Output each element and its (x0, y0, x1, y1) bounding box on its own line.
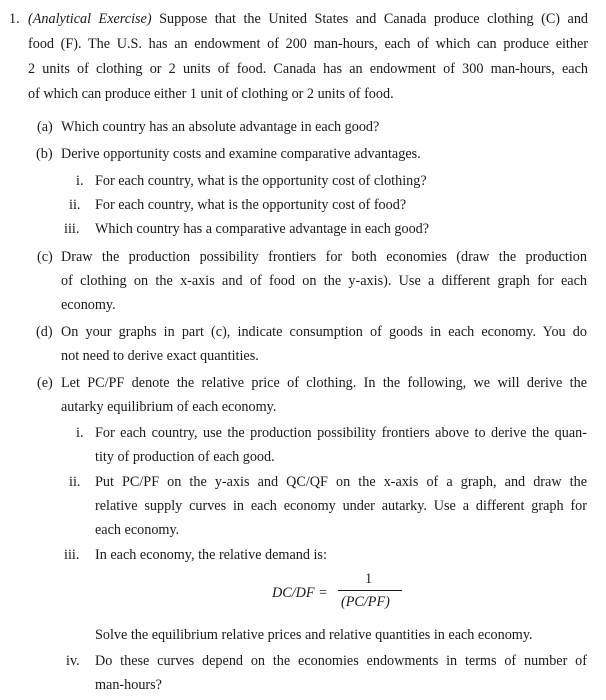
part-e-iv-line-1: Do these curves depend on the economies endowments in terms of number of (95, 653, 587, 669)
part-b-i-label: i. (76, 173, 84, 189)
part-c-line-2: of clothing on the x-axis and of food on the y-axis). Use a different graph for each (61, 273, 587, 289)
part-e-iv-label: iv. (66, 653, 80, 669)
part-c-line-3: economy. (61, 297, 116, 313)
equation-followup: Solve the equilibrium relative prices and relative quantities in each economy. (95, 627, 533, 643)
part-d-line-1: On your graphs in part (c), indicate consumption of goods in each economy. You do (61, 324, 587, 340)
equation-fraction-bar (338, 590, 402, 591)
part-a-text: Which country has an absolute advantage in each good? (61, 119, 380, 135)
part-e-ii-label: ii. (69, 474, 81, 490)
part-b-text: Derive opportunity costs and examine comparative advantages. (61, 146, 421, 162)
part-e-iv-line-2: man-hours? (95, 677, 162, 693)
part-e-iii-label: iii. (64, 547, 80, 563)
part-c-label: (c) (37, 249, 53, 265)
part-e-ii-line-1: Put PC/PF on the y-axis and QC/QF on the x-axis of a graph, and draw the (95, 474, 587, 490)
part-e-line-1: Let PC/PF denote the relative price of clothing. In the following, we will derive the (61, 375, 587, 391)
problem-intro-line-1 (28, 12, 588, 26)
part-c-line-1: Draw the production possibility frontiers for both economies (draw the production (61, 249, 587, 265)
part-b-iii-label: iii. (64, 221, 80, 237)
part-e-i-label: i. (76, 425, 84, 441)
part-e-ii-line-3: each economy. (95, 522, 180, 538)
part-e-i-line-1: For each country, use the production possibility frontiers above to derive the quan- (95, 425, 587, 441)
problem-title: (Analytical Exercise) (28, 11, 152, 27)
part-b-ii-text: For each country, what is the opportunity cost of food? (95, 197, 407, 213)
part-e-iii-text: In each economy, the relative demand is: (95, 547, 327, 563)
problem-number: 1. (9, 11, 20, 27)
part-d-label: (d) (36, 324, 53, 340)
part-e-ii-line-2: relative supply curves in each economy under autarky. Use a different graph for (95, 498, 587, 514)
equation-denominator: (PC/PF) (341, 594, 390, 610)
part-e-i-line-2: tity of production of each good. (95, 449, 275, 465)
part-b-i-text: For each country, what is the opportunity cost of clothing? (95, 173, 427, 189)
part-d-line-2: not need to derive exact quantities. (61, 348, 259, 364)
equation-numerator: 1 (365, 571, 373, 587)
equation-lhs: DC/DF = (272, 585, 328, 601)
problem-intro-line-3: 2 units of clothing or 2 units of food. Canada has an endowment of 300 man-hours, each (28, 61, 588, 77)
part-b-iii-text: Which country has a comparative advantage in each good? (95, 221, 430, 237)
intro-line-1-text: Suppose that the United States and Canada produce clothing (C) and (151, 11, 589, 27)
part-e-label: (e) (37, 375, 53, 391)
part-e-line-2: autarky equilibrium of each economy. (61, 399, 277, 415)
part-a-label: (a) (37, 119, 53, 135)
problem-intro-line-4: of which can produce either 1 unit of clothing or 2 units of food. (28, 86, 394, 102)
problem-intro-line-2: food (F). The U.S. has an endowment of 200 man-hours, each of which can produce either (28, 36, 588, 52)
part-b-label: (b) (36, 146, 53, 162)
part-b-ii-label: ii. (69, 197, 81, 213)
